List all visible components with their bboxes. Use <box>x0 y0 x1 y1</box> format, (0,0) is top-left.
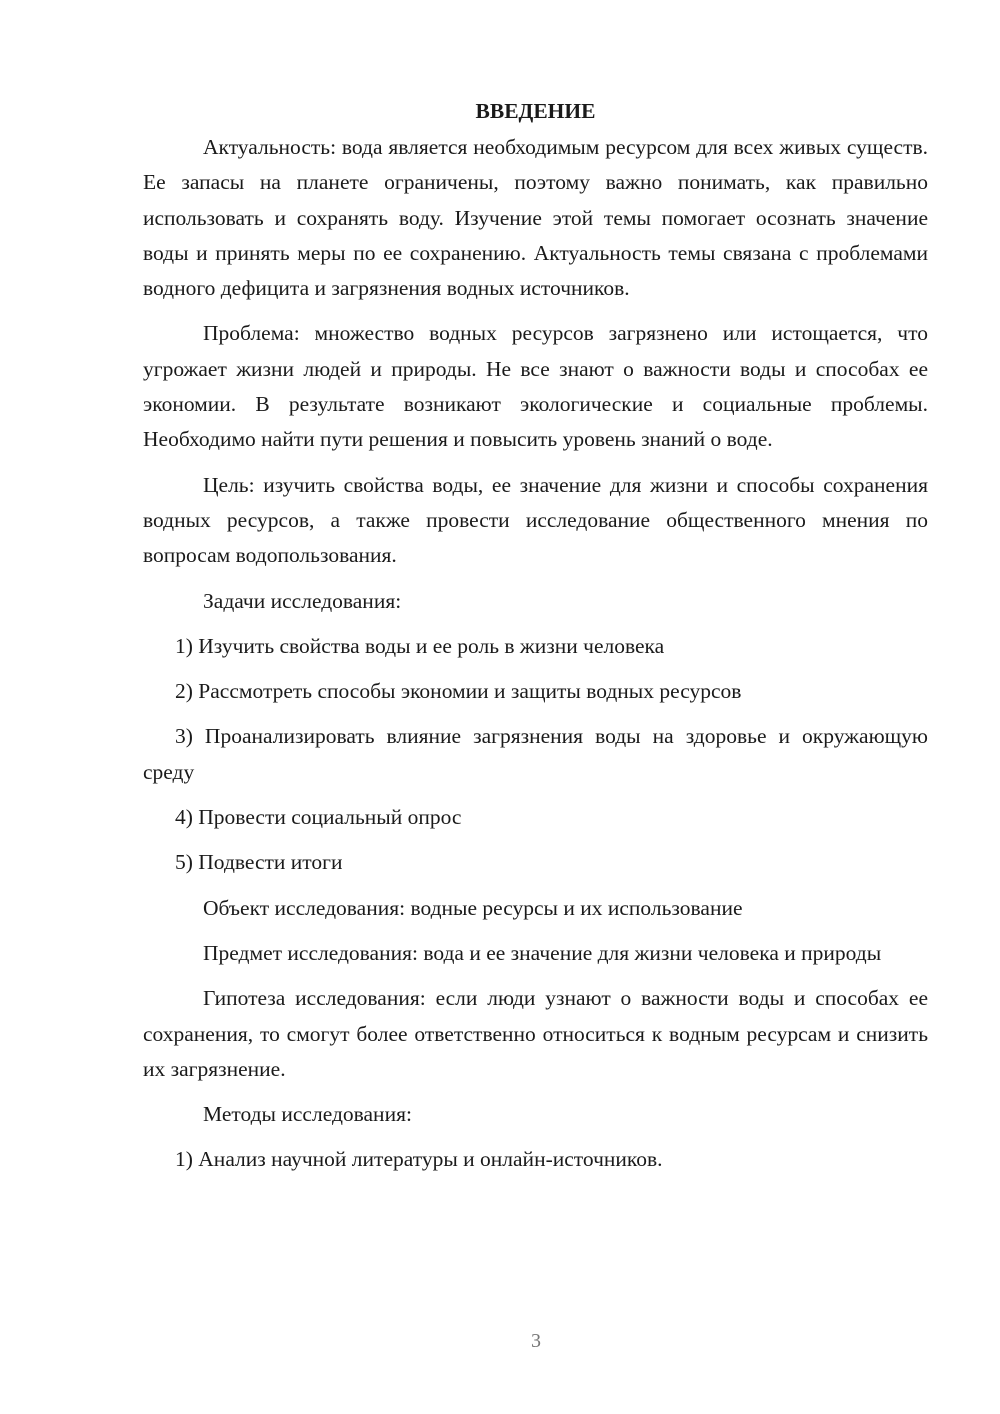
problem-paragraph: Проблема: множество водных ресурсов загрязнено или истощается, что угрожает жизни людей и природы. Не все знают о важности воды и способах ее экономии. В результате возникают экологические и социальные проблемы. Необходимо найти пути решения и повысить уровень знаний о воде. <box>143 321 928 452</box>
document-body <box>143 92 928 1188</box>
page-title: ВВЕДЕНИЕ <box>475 99 596 123</box>
methods-heading: Методы исследования: <box>203 1102 412 1127</box>
task-item-1: 1) Изучить свойства воды и ее роль в жизни человека <box>175 633 665 658</box>
relevance-paragraph: Актуальность: вода является необходимым ресурсом для всех живых существ. Ее запасы на планете ограничены, поэтому важно понимать, как правильно использовать и сохранять воду. Изучение этой темы помогает осознать значение воды и принять меры по ее сохранению. Актуальность темы связана с проблемами водного дефицита и загрязнения водных источников. <box>143 135 928 301</box>
object-paragraph: Объект исследования: водные ресурсы и их использование <box>203 895 743 920</box>
method-item-1: 1) Анализ научной литературы и онлайн-источников. <box>175 1147 663 1172</box>
goal-paragraph: Цель: изучить свойства воды, ее значение для жизни и способы сохранения водных ресурсов, а также провести исследование общественного мнения по вопросам водопользования. <box>143 472 928 568</box>
tasks-heading: Задачи исследования: <box>203 588 402 613</box>
task-item-5: 5) Подвести итоги <box>175 850 343 875</box>
task-item-2: 2) Рассмотреть способы экономии и защиты водных ресурсов <box>175 679 742 704</box>
hypothesis-paragraph: Гипотеза исследования: если люди узнают о важности воды и способах ее сохранения, то смогут более ответственно относиться к водным ресурсам и снизить их загрязнение. <box>143 986 928 1081</box>
subject-paragraph: Предмет исследования: вода и ее значение для жизни человека и природы <box>203 940 882 965</box>
task-item-3: 3) Проанализировать влияние загрязнения воды на здоровье и окружающую среду <box>143 724 928 784</box>
task-item-4: 4) Провести социальный опрос <box>175 805 462 830</box>
page-number: 3 <box>531 1330 541 1352</box>
